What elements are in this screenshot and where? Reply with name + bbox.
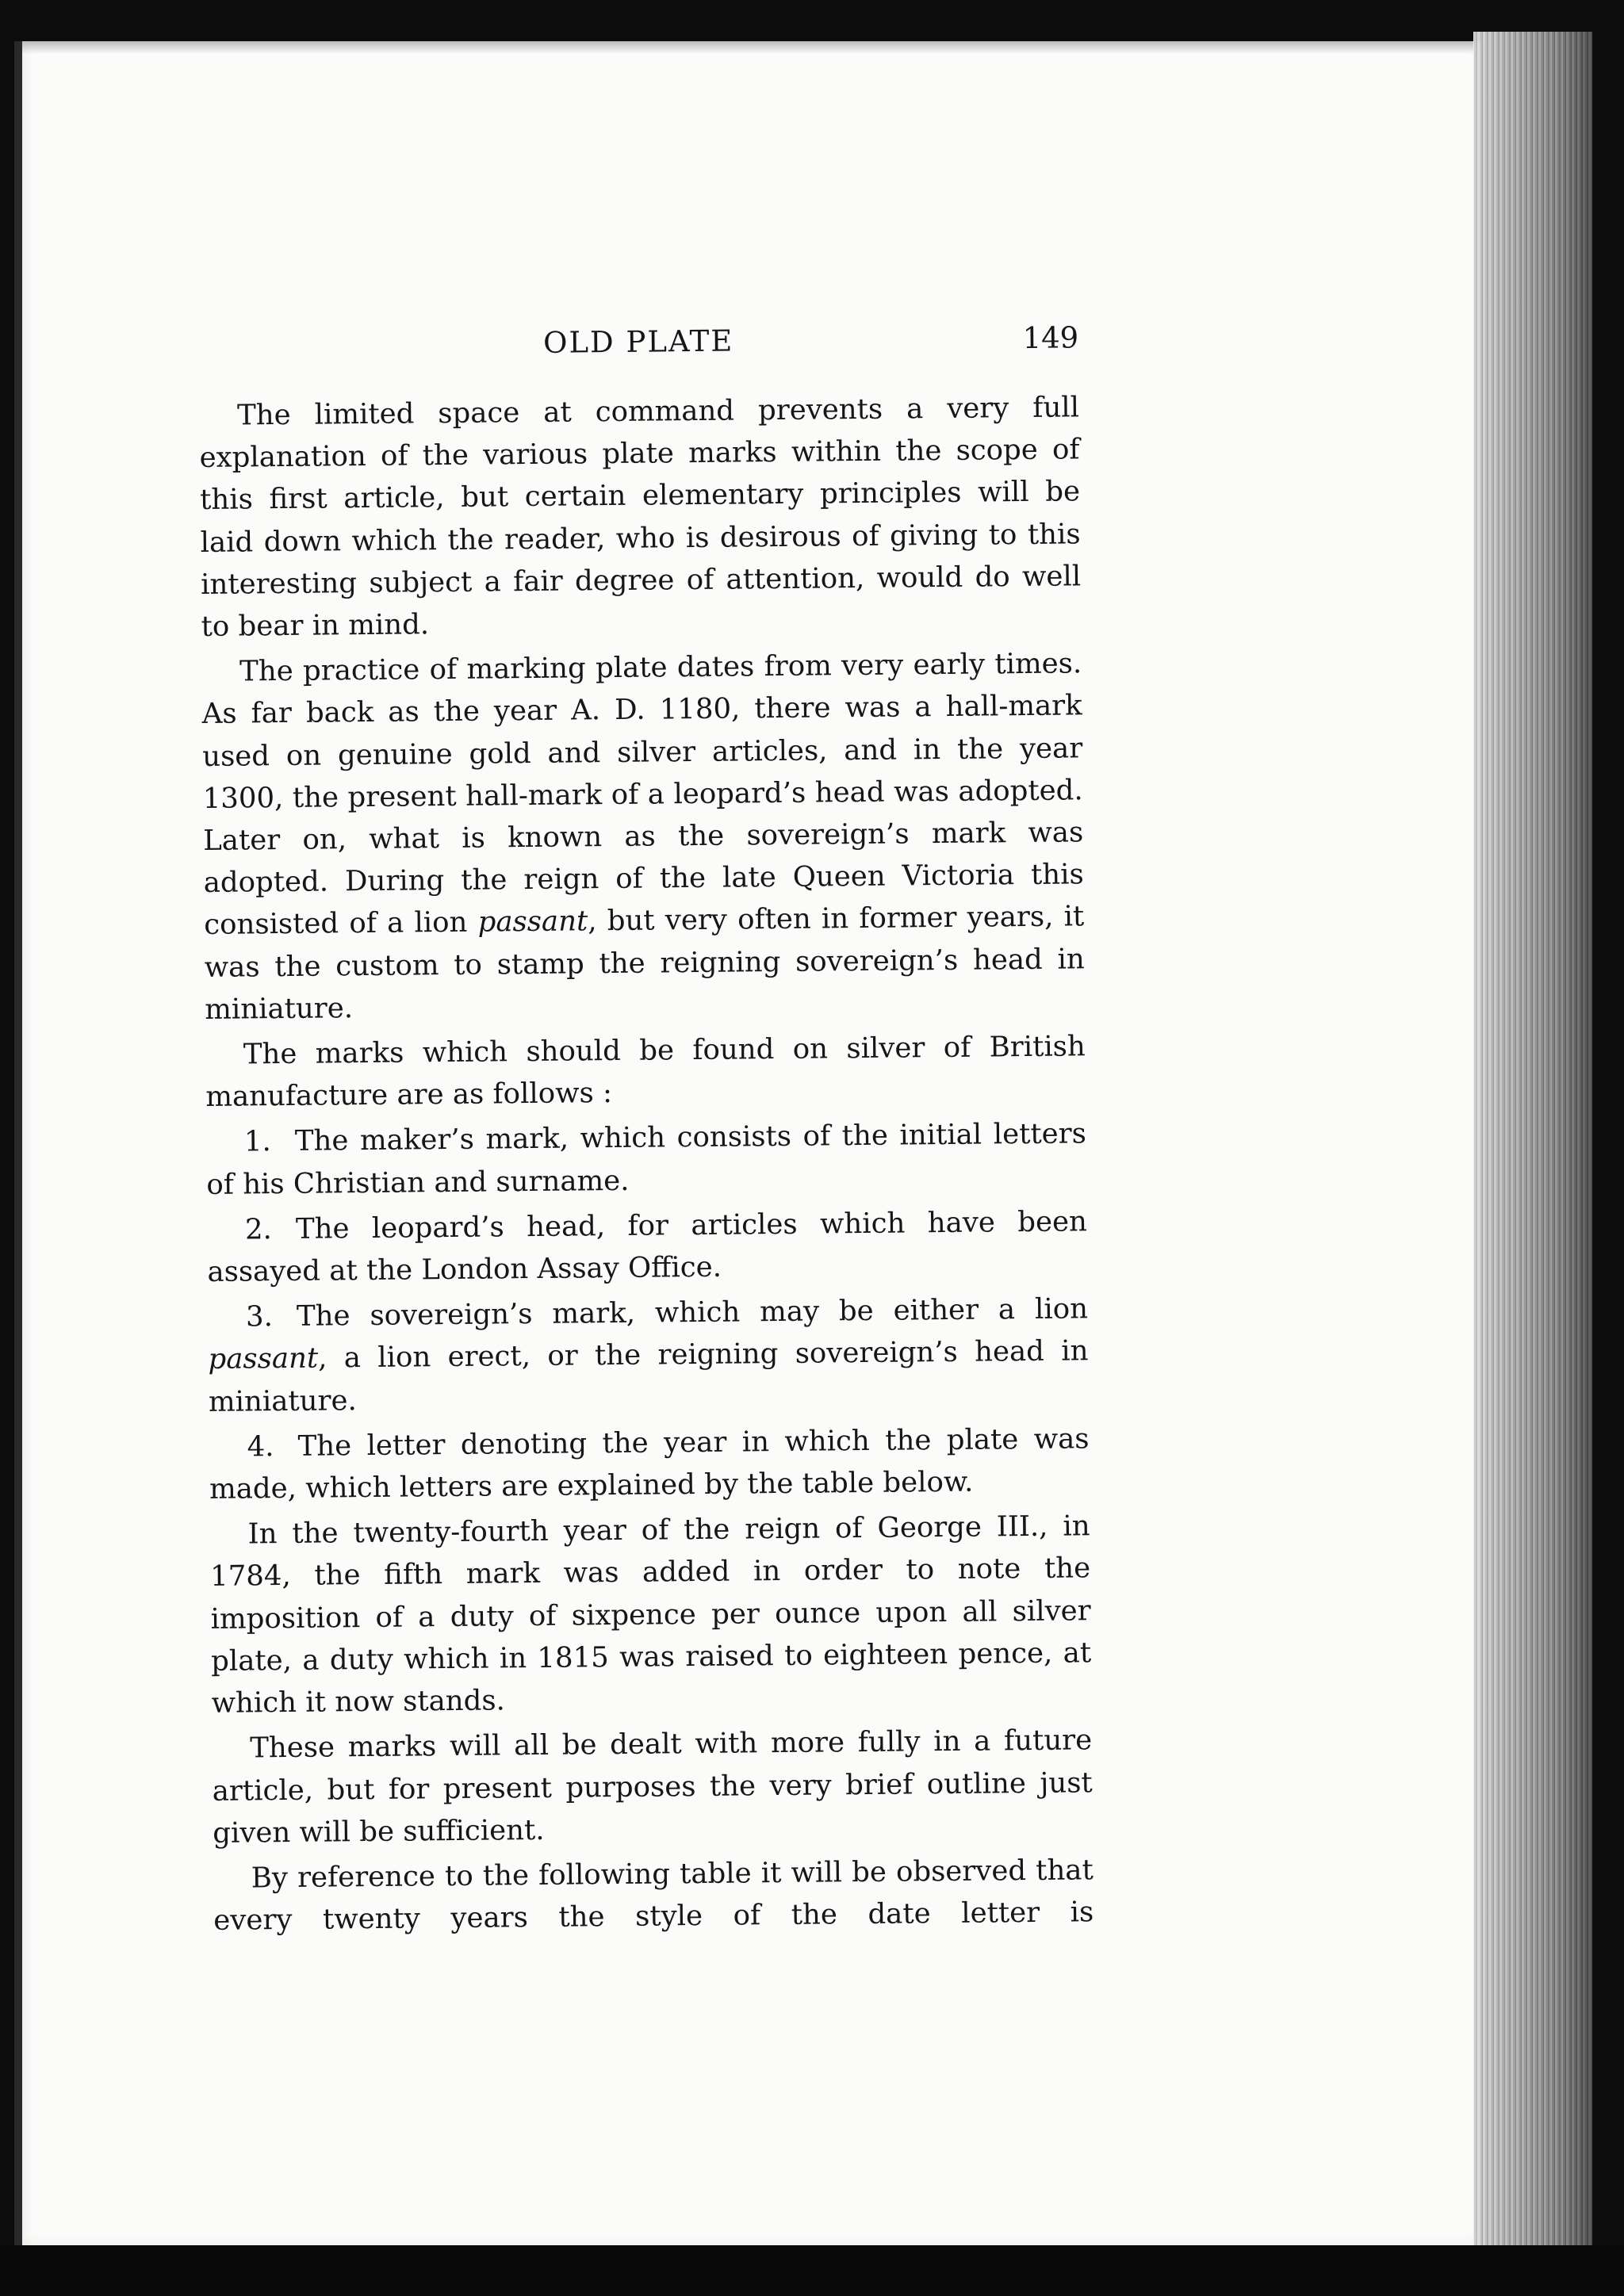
list-item-4-number: 4. [247, 1430, 274, 1464]
paragraph-6 [213, 1849, 1094, 1942]
list-item-1 [206, 1113, 1087, 1206]
paragraph-2 [201, 643, 1086, 1031]
list-item-3-number: 3. [245, 1300, 274, 1334]
paragraph-2-text-b: , but very often in former years, it was the custom to stamp the reigning sovereign’s head in miniature. [204, 900, 1085, 1026]
bottom-shadow [0, 2245, 1624, 2296]
paragraph-5 [212, 1720, 1093, 1854]
list-item-1-text: The maker’s mark, which consists of the initial letters of his Christian and surname. [206, 1117, 1087, 1201]
text-block [198, 316, 1094, 1942]
list-item-3-text-a: The sovereign’s mark, which may be either a lion [296, 1292, 1089, 1334]
paragraph-2-text-a: The practice of marking plate dates from very early times. As far back as the year A. D. 1180, there was a hall-mark used on genuine gold and silver articles, and in the year 1300, the present hall-mark of a leopard’s head was adopted. Later on, what is known as the sovereign’s mark was adopted. During the reign of the late Queen Victoria this consisted of a lion [201, 647, 1084, 942]
running-head [198, 316, 1079, 381]
list-item-3-italic: passant [208, 1342, 319, 1376]
paragraph-3 [205, 1025, 1086, 1118]
page-stack-shading [1473, 32, 1592, 2252]
list-item-2 [207, 1200, 1088, 1293]
paragraph-4-text: In the twenty-fourth year of the reign of George III., in 1784, the fifth mark was added in order to note the imposition of a duty of sixpence per ounce upon all silver plate, a duty which in 1815 was raised to eighteen pence, at which it now stands. [209, 1510, 1092, 1720]
page-number: 149 [1022, 320, 1079, 356]
running-title: OLD PLATE [542, 323, 734, 360]
list-item-3-text-b: , a lion erect, or the reigning sovereign’s head in miniature. [208, 1334, 1089, 1418]
leaf-top-edge [22, 41, 1481, 54]
paragraph-4 [209, 1506, 1092, 1725]
paragraph-1-text: The limited space at command prevents a very full explanation of the various plate marks within the scope of this first article, but certain elementary principles will be laid down which the reader, who is desirous of giving to this interesting subject a fair degree of attention, would do well to bear in mind. [199, 391, 1082, 643]
list-item-4 [209, 1418, 1090, 1510]
paragraph-1 [199, 386, 1082, 648]
paragraph-3-text: The marks which should be found on silver of British manufacture are as follows : [205, 1030, 1086, 1114]
list-item-3 [208, 1288, 1089, 1423]
paragraph-2-italic: passant [477, 905, 588, 939]
list-item-4-text: The letter denoting the year in which the plate was made, which letters are explained by the table below. [209, 1422, 1090, 1506]
paragraph-5-text: These marks will all be dealt with more fully in a future article, but for present purposes the very brief outline just given will be sufficient. [212, 1724, 1093, 1850]
list-item-2-text: The leopard’s head, for articles which have been assayed at the London Assay Office. [207, 1205, 1088, 1289]
list-item-1-number: 1. [243, 1125, 271, 1158]
list-item-2-number: 2. [244, 1213, 273, 1246]
paragraph-6-text: By reference to the following table it will be observed that every twenty years the style of the date letter is [213, 1854, 1094, 1938]
